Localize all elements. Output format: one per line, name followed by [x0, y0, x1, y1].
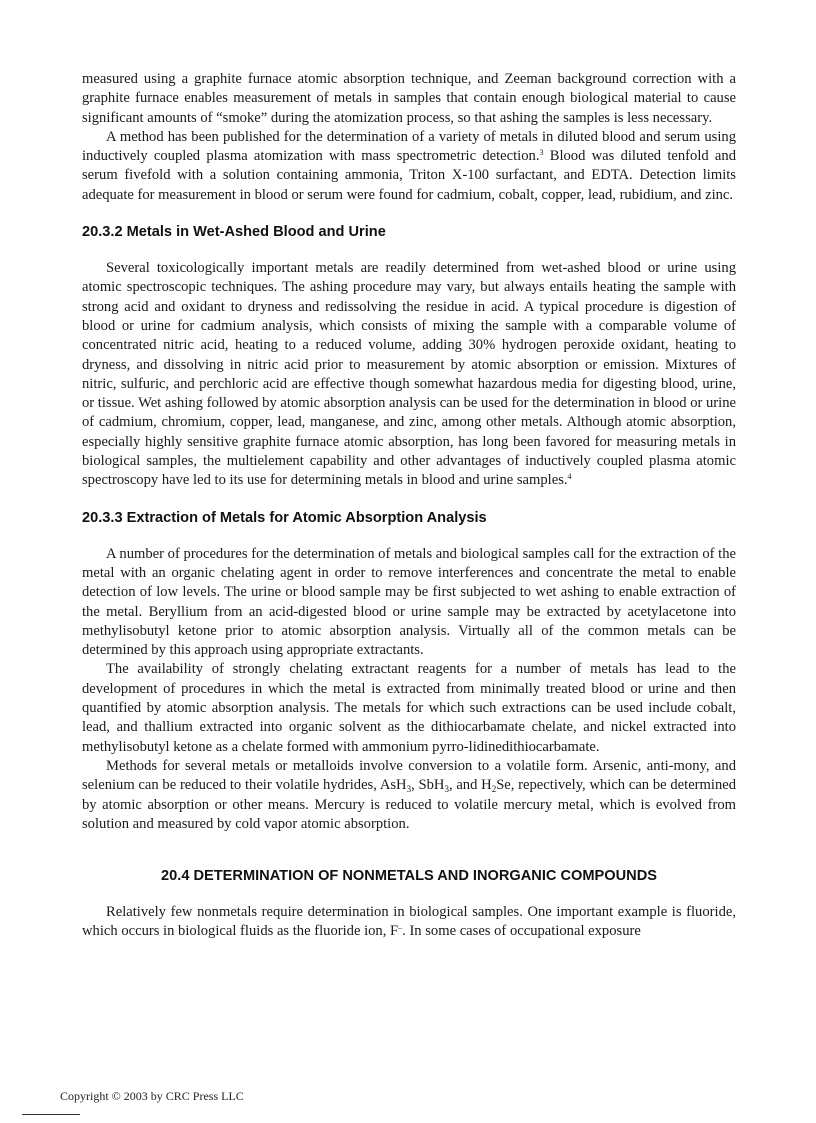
- paragraph: Relatively few nonmetals require determination in biological samples. One important example is fluoride, which occurs in biological fluids as the fluoride ion, F–. In some cases of occupational exposure: [82, 904, 736, 940]
- paragraph: A method has been published for the determination of a variety of metals in diluted blood and serum using inductively coupled plasma atomization with mass spectrometric detection.$^3$ Blood was diluted tenfold and serum fivefold with a solution containing ammonia, Triton X-100 surfactant, and EDTA. Detection limits adequate for measurement in blood or serum were found for cadmium, cobalt, copper, lead, rubidium, and zinc.: [82, 128, 736, 203]
- section-heading-20-3-3: 20.3.3 Extraction of Metals for Atomic Absorption Analysis: [82, 509, 487, 526]
- paragraph: A number of procedures for the determination of metals and biological samples call for the extraction of the metal with an organic chelating agent in order to remove interferences and concentrate the metal to enable detection of low levels. The urine or blood sample may be first subjected to wet ashing to enable extraction of the metal. Beryllium from an acid-digested blood or urine sample may be extracted by acetylacetone into methylisobutyl ketone prior to atomic absorption analysis. Virtually all of the common metals can be determined by this approach using appropriate extractants.: [82, 545, 736, 659]
- paragraph: Several toxicologically important metals are readily determined from wet-ashed blood or urine using atomic spectroscopic techniques. The ashing procedure may vary, but always entails heating the sample with strong acid and oxidant to dryness and redissolving the residue in acid. A typical procedure is digestion of blood or urine for cadmium analysis, which consists of mixing the sample with a comparable volume of concentrated nitric acid, heating to a reduced volume, adding 30% hydrogen peroxide oxidant, heating to dryness, and dissolving in nitric acid prior to measurement by atomic absorption or emission. Mixtures of nitric, sulfuric, and perchloric acid are effective though somewhat hazardous media for digesting blood, urine, or tissue. Wet ashing followed by atomic absorption analysis can be used for the determination in blood or urine of cadmium, chromium, copper, lead, manganese, and zinc, among other metals. Although atomic absorption, especially highly sensitive graphite furnace atomic absorption, has long been favored for measuring metals in biological samples, the multielement capability and other advantages of inductively coupled plasma atomic spectroscopy have led to its use for determining metals in blood and urine samples.$^4$: [82, 260, 736, 489]
- paragraph: The availability of strongly chelating extractant reagents for a number of metals has lead to the development of procedures in which the metal is extracted from minimally treated blood or urine and then quantified by atomic absorption analysis. The metals for which such extractions can be used include cobalt, lead, and thallium extracted into organic solvent as the dithiocarbamate chelate, and nickel extracted into methylisobutyl ketone as a chelate formed with ammonium pyrro-lidinedithiocarbamate.: [82, 661, 736, 755]
- footnote-ref: 3: [539, 148, 544, 158]
- paragraph: Methods for several metals or metalloids involve conversion to a volatile form. Arsenic, anti-mony, and selenium can be reduced to their volatile hydrides, AsH$_3$, SbH$_3$, and $H_2Se$, repectively, which can be determined by atomic absorption or other means. Mercury is reduced to volatile mercury metal, which is evolved from solution and measured by cold vapor atomic absorption.: [82, 757, 737, 832]
- section-heading-20-3-2: 20.3.2 Metals in Wet-Ashed Blood and Urine: [82, 224, 386, 241]
- paragraph: measured using a graphite furnace atomic absorption technique, and Zeeman background correction with a graphite furnace enables measurement of metals in samples that contain enough biological material to cause significant amounts of “smoke” during the atomization process, so that ashing the samples is less necessary.: [82, 71, 736, 126]
- copyright-footer: Copyright © 2003 by CRC Press LLC: [60, 1089, 244, 1103]
- section-heading-20-4: 20.4 DETERMINATION OF NONMETALS AND INORGANIC COMPOUNDS: [161, 868, 657, 885]
- footnote-ref: 4: [567, 472, 572, 482]
- page-body: [82, 70, 736, 942]
- footer-rule: [22, 1114, 80, 1115]
- superscript-charge: –: [398, 923, 403, 933]
